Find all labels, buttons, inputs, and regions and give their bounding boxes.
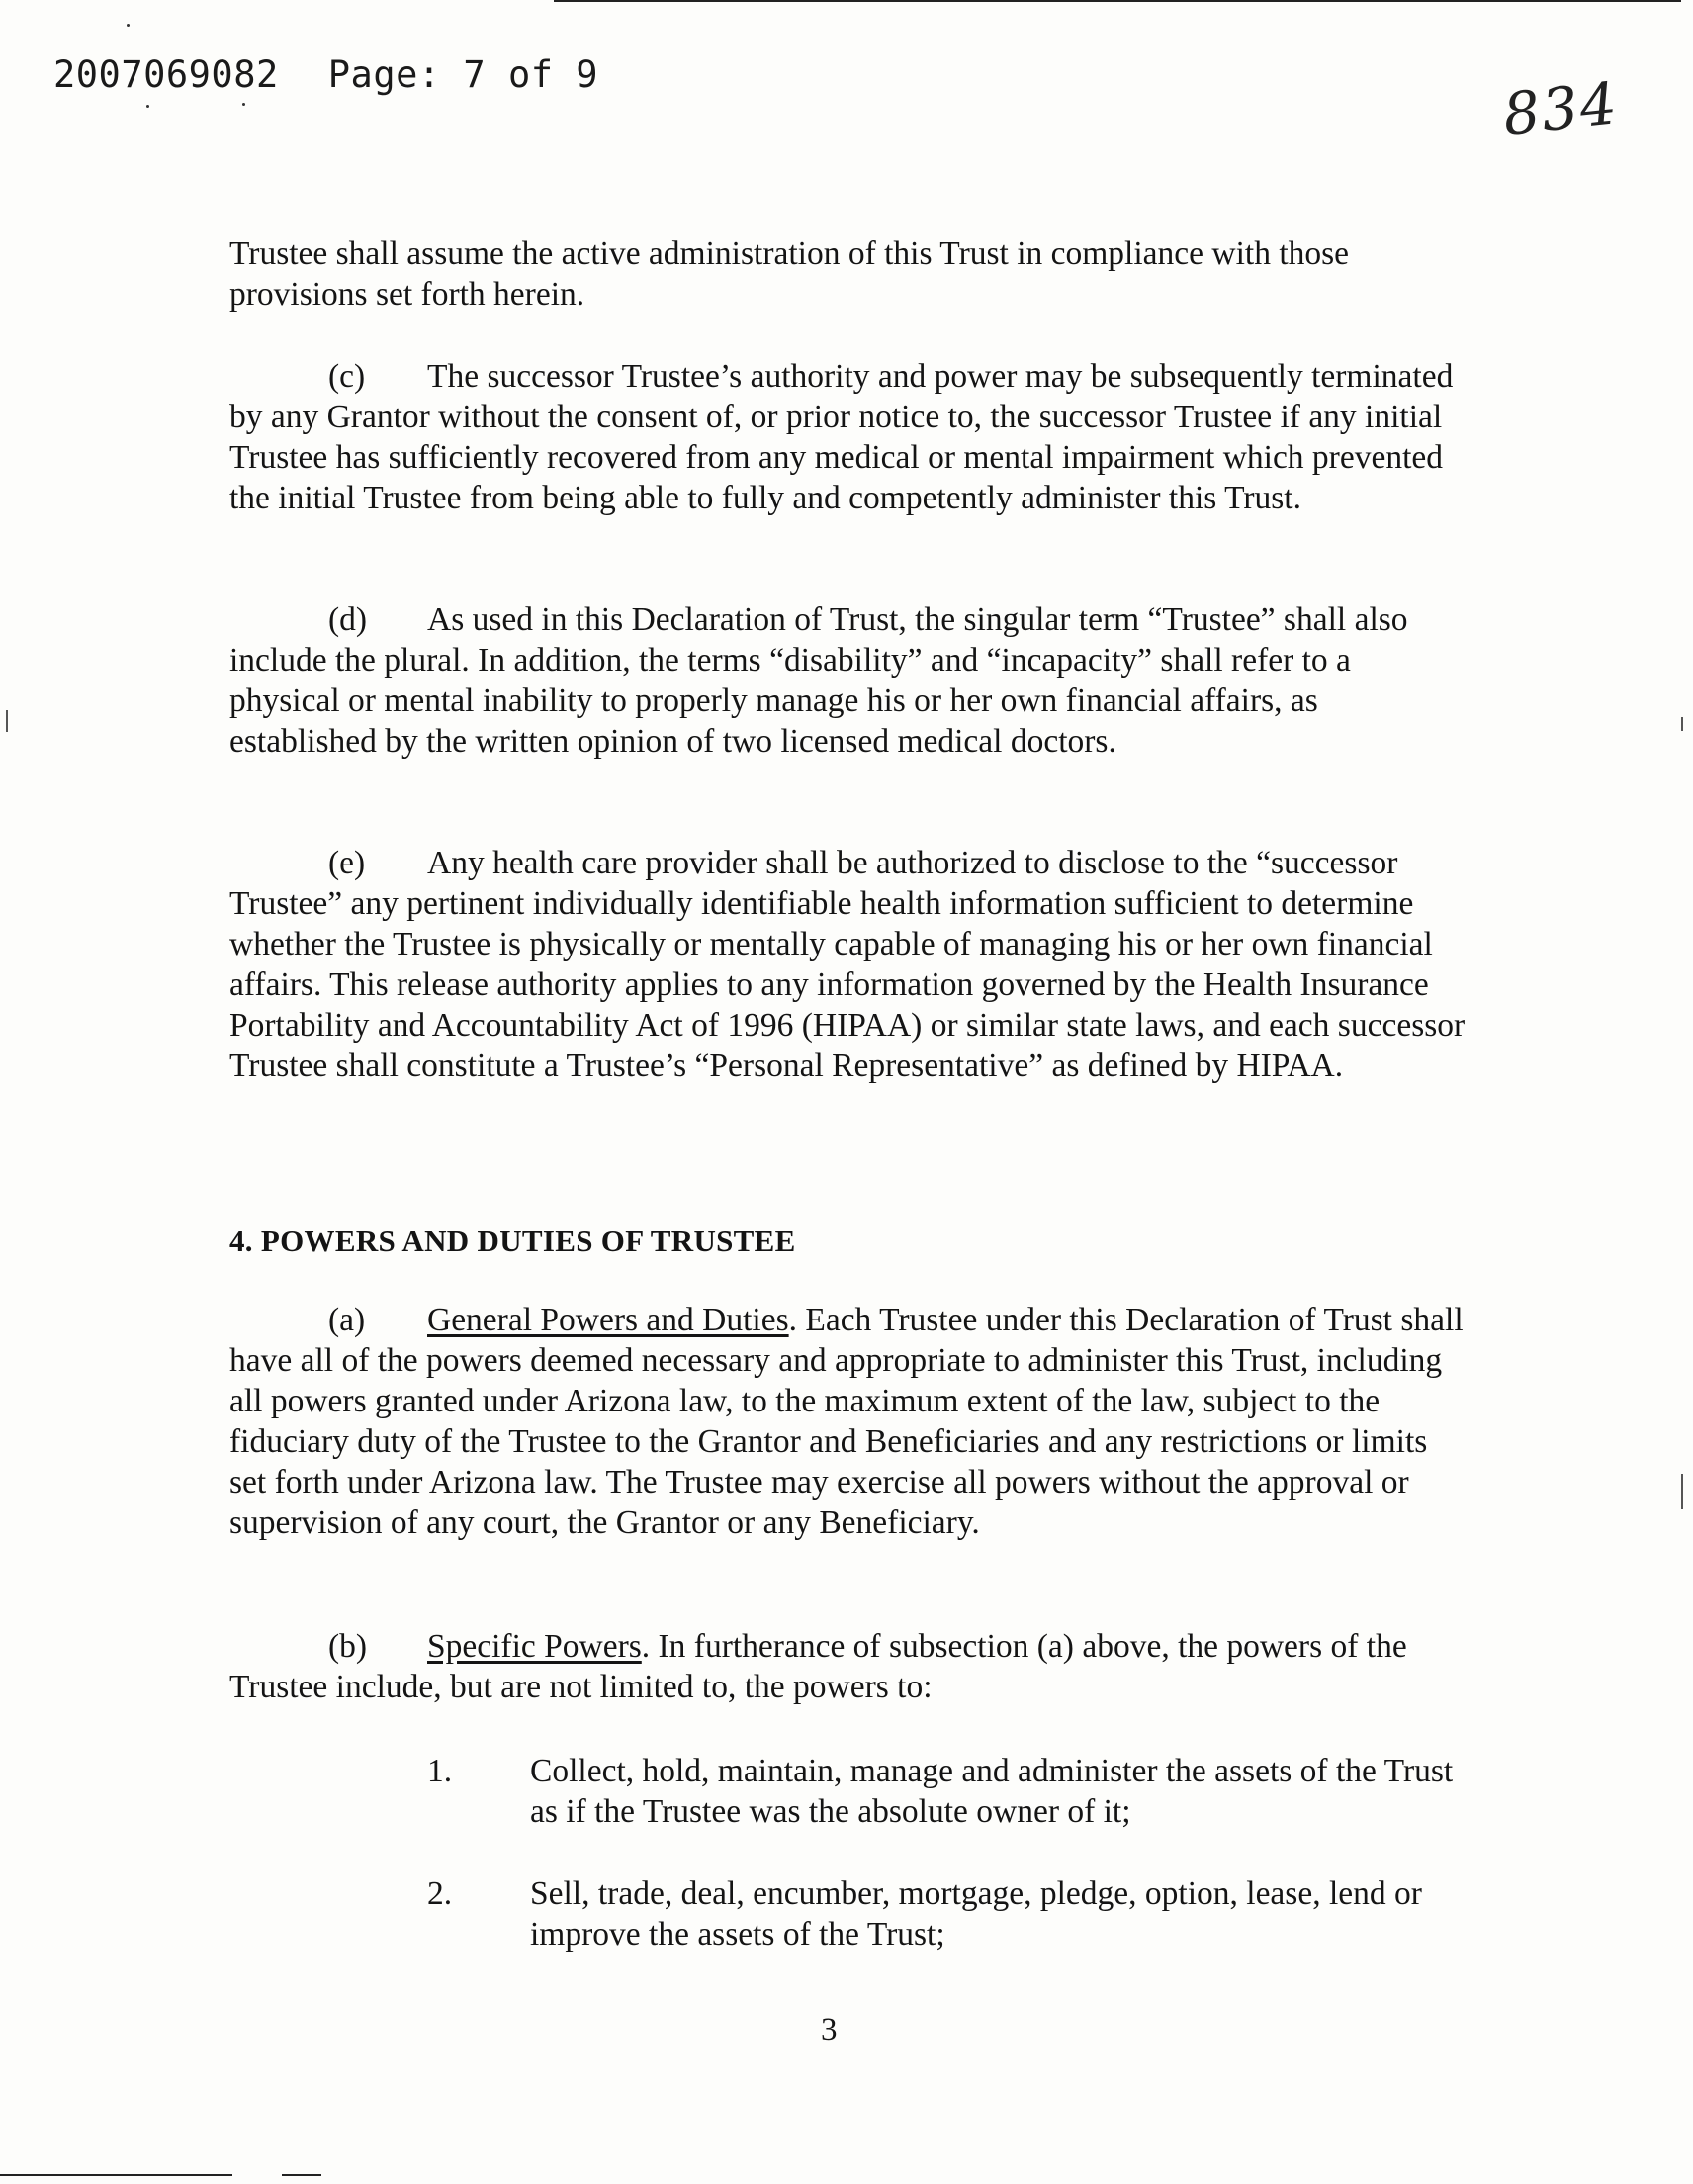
paragraph-c-label: (c) [328, 358, 366, 395]
scan-artifact-bottom-dash [282, 2174, 321, 2176]
paragraph-e [229, 843, 1466, 1086]
scan-artifact-dot [127, 24, 130, 27]
paragraph-e-text: Any health care provider shall be authorized to disclose to the “successor Trustee” any pertinent individually identifiable health information sufficient to determine whether the Trustee is physically or mentally capable of managing his or her own financial affairs. This release authority applies to any information governed by the Health Insurance Portability and Accountability Act of 1996 (HIPAA) or similar state laws, and each successor Trustee shall constitute a Trustee’s “Personal Representative” as defined by HIPAA. [229, 845, 1466, 1084]
scan-artifact-bottom-line [0, 2174, 232, 2176]
list-item-text: Collect, hold, maintain, manage and administer the assets of the Trust as if the Trustee was the absolute owner of it; [530, 1753, 1454, 1830]
paragraph-4b-text: . In furtherance of subsection (a) above, the powers of the Trustee include, but are not limited to, the powers to: [229, 1628, 1407, 1705]
scan-artifact-dot [146, 105, 149, 108]
paragraph-4b-label: (b) [328, 1628, 368, 1665]
paragraph-d-label: (d) [328, 601, 368, 638]
paragraph-c-text: The successor Trustee’s authority and power may be subsequently terminated by any Grantor without the consent of, or prior notice to, the successor Trustee if any initial Trustee has sufficiently recovered from any medical or mental impairment which prevented the initial Trustee from being able to fully and competently administer this Trust. [229, 358, 1454, 516]
recording-header [53, 53, 598, 96]
paragraph-intro-text: Trustee shall assume the active administration of this Trust in compliance with those provisions set forth herein. [229, 235, 1350, 313]
paragraph-d [229, 599, 1466, 762]
scan-artifact-dot [242, 103, 245, 106]
scan-artifact-right-tick [1681, 1474, 1683, 1509]
handwritten-page-annotation: 834 [1499, 69, 1622, 148]
scan-artifact-right-tick [1681, 717, 1683, 731]
document-number: 2007069082 [53, 53, 279, 96]
paragraph-4b-title: Specific Powers [427, 1628, 642, 1665]
paragraph-4a-label: (a) [328, 1302, 366, 1338]
paragraph-c [229, 356, 1466, 518]
paragraph-4b [229, 1626, 1466, 1707]
page-number: 3 [821, 2012, 838, 2048]
paragraph-4a [229, 1300, 1466, 1543]
paragraph-4a-text: . Each Trustee under this Declaration of Trust shall have all of the powers deemed necessary and appropriate to administer this Trust, including all powers granted under Arizona law, to the maximum extent of the law, subject to the fiduciary duty of the Trustee to the Grantor and Beneficiaries and any restrictions or limits set forth under Arizona law. The Trustee may exercise all powers without the approval or supervision of any court, the Grantor or any Beneficiary. [229, 1302, 1464, 1541]
scan-artifact-top-line [554, 0, 1681, 2]
list-item-number: 1. [427, 1753, 453, 1789]
page-label: Page: 7 of 9 [327, 53, 599, 96]
paragraph-intro [229, 233, 1466, 315]
list-item-number: 2. [427, 1875, 453, 1912]
paragraph-e-label: (e) [328, 845, 366, 881]
paragraph-4a-title: General Powers and Duties [427, 1302, 789, 1338]
paragraph-d-text: As used in this Declaration of Trust, the singular term “Trustee” shall also include the plural. In addition, the terms “disability” and “incapacity” shall refer to a physical or mental inability to properly manage his or her own financial affairs, as established by the written opinion of two licensed medical doctors. [229, 601, 1408, 760]
scan-artifact-left-tick [6, 710, 8, 732]
list-item-text: Sell, trade, deal, encumber, mortgage, pledge, option, lease, lend or improve the assets of the Trust; [530, 1875, 1422, 1953]
section-heading: 4. POWERS AND DUTIES OF TRUSTEE [229, 1224, 796, 1258]
